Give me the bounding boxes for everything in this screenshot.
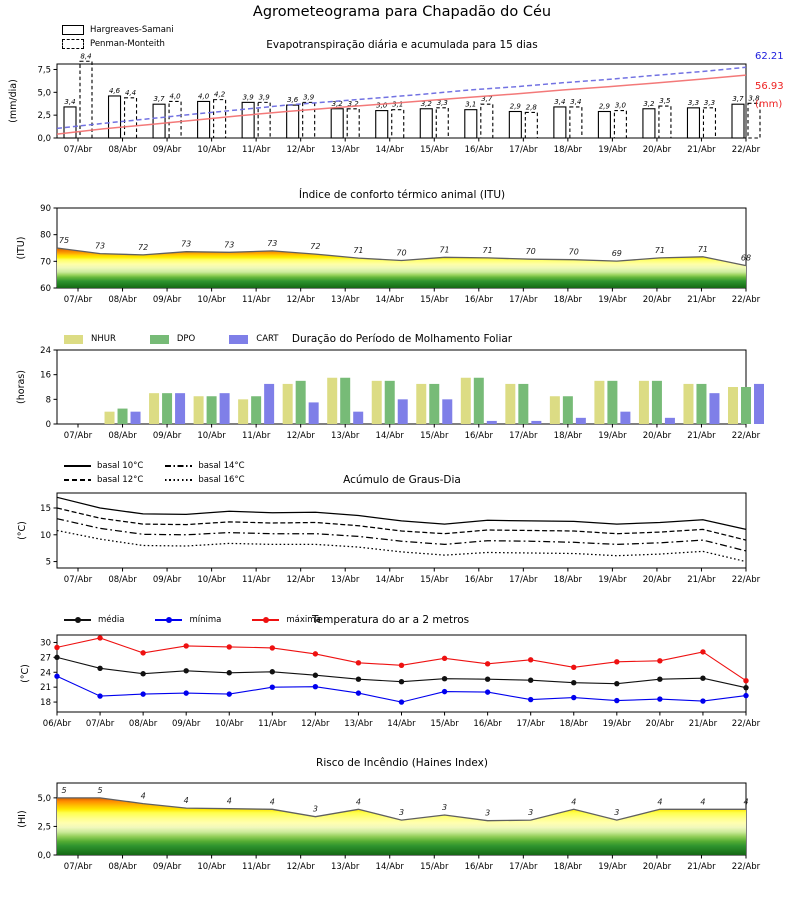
graus-dia-title: Acúmulo de Graus-Dia	[343, 474, 461, 486]
svg-text:24: 24	[40, 346, 51, 356]
svg-text:5,0: 5,0	[37, 88, 51, 99]
svg-text:5,0: 5,0	[37, 793, 51, 804]
svg-text:10/Abr: 10/Abr	[197, 295, 226, 305]
svg-text:13/Abr: 13/Abr	[344, 719, 373, 729]
svg-text:20/Abr: 20/Abr	[642, 575, 672, 585]
svg-text:60: 60	[40, 284, 51, 294]
svg-text:20/Abr: 20/Abr	[642, 862, 672, 872]
svg-text:18/Abr: 18/Abr	[553, 575, 583, 585]
svg-text:73: 73	[224, 240, 235, 250]
svg-text:5: 5	[45, 557, 51, 568]
svg-text:21/Abr: 21/Abr	[687, 145, 716, 155]
accumulated-pm-total: 62.21	[755, 51, 784, 62]
svg-text:08/Abr: 08/Abr	[108, 862, 137, 872]
svg-text:15/Abr: 15/Abr	[430, 719, 459, 729]
legend-item-basal12	[64, 475, 143, 485]
svg-text:4: 4	[700, 797, 706, 807]
svg-text:09/Abr: 09/Abr	[171, 719, 201, 729]
svg-text:11/Abr: 11/Abr	[258, 719, 287, 729]
svg-text:3,1: 3,1	[392, 100, 404, 109]
panel-evapo-plot	[8, 52, 761, 155]
svg-text:22/Abr: 22/Abr	[731, 295, 761, 305]
svg-text:11/Abr: 11/Abr	[241, 431, 271, 441]
legend-label: CART	[256, 334, 279, 344]
svg-text:15/Abr: 15/Abr	[420, 575, 449, 585]
svg-text:73: 73	[267, 238, 278, 248]
svg-text:08/Abr: 08/Abr	[108, 295, 137, 305]
svg-text:71: 71	[697, 244, 709, 254]
media-marker-icon	[64, 619, 91, 621]
svg-text:21/Abr: 21/Abr	[688, 719, 718, 729]
dashdot-line-swatch-icon	[165, 465, 192, 467]
svg-text:5: 5	[97, 785, 103, 795]
evapo-legend	[62, 25, 174, 49]
svg-text:16: 16	[40, 370, 51, 381]
svg-text:14/Abr: 14/Abr	[375, 431, 404, 441]
svg-text:3,2: 3,2	[643, 99, 655, 108]
svg-text:12/Abr: 12/Abr	[286, 575, 315, 585]
svg-text:30: 30	[40, 638, 51, 649]
svg-text:(ITU): (ITU)	[16, 236, 27, 260]
svg-text:22/Abr: 22/Abr	[731, 575, 761, 585]
panel-gd-plot	[17, 493, 761, 585]
svg-text:16/Abr: 16/Abr	[473, 719, 502, 729]
svg-text:4: 4	[140, 791, 146, 801]
svg-text:71: 71	[439, 245, 450, 255]
svg-text:69: 69	[611, 249, 622, 259]
svg-text:18/Abr: 18/Abr	[559, 719, 588, 729]
svg-text:75: 75	[58, 236, 70, 245]
svg-text:(horas): (horas)	[16, 370, 27, 404]
haines-title: Risco de Incêndio (Haines Index)	[316, 757, 488, 769]
svg-text:3,9: 3,9	[258, 93, 270, 102]
svg-text:18/Abr: 18/Abr	[553, 295, 583, 305]
svg-text:4,2: 4,2	[214, 90, 226, 99]
svg-text:71: 71	[654, 245, 665, 255]
svg-text:3,7: 3,7	[732, 95, 744, 104]
svg-text:12/Abr: 12/Abr	[301, 719, 330, 729]
svg-text:11/Abr: 11/Abr	[241, 295, 271, 305]
dashed-bar-swatch-icon	[62, 39, 84, 49]
svg-text:3,2: 3,2	[331, 99, 343, 108]
page-title: Agrometeograma para Chapadão do Céu	[252, 4, 552, 20]
svg-text:07/Abr: 07/Abr	[63, 295, 93, 305]
svg-text:13/Abr: 13/Abr	[331, 862, 360, 872]
svg-text:18/Abr: 18/Abr	[553, 145, 583, 155]
legend-label: média	[98, 615, 125, 625]
svg-text:8: 8	[45, 395, 51, 406]
svg-text:15/Abr: 15/Abr	[420, 145, 449, 155]
svg-text:16/Abr: 16/Abr	[464, 862, 493, 872]
svg-text:22/Abr: 22/Abr	[731, 431, 761, 441]
legend-label: basal 10°C	[97, 461, 144, 471]
svg-text:14/Abr: 14/Abr	[375, 145, 404, 155]
svg-text:2,9: 2,9	[509, 102, 521, 111]
svg-text:15/Abr: 15/Abr	[420, 431, 449, 441]
svg-text:08/Abr: 08/Abr	[108, 575, 137, 585]
svg-text:14/Abr: 14/Abr	[375, 862, 404, 872]
svg-text:71: 71	[353, 246, 364, 256]
svg-text:19/Abr: 19/Abr	[602, 719, 632, 729]
svg-text:3,1: 3,1	[465, 100, 477, 109]
svg-text:17/Abr: 17/Abr	[509, 575, 538, 585]
svg-text:68: 68	[740, 253, 752, 263]
legend-label: mínima	[189, 615, 222, 625]
svg-text:11/Abr: 11/Abr	[241, 145, 271, 155]
svg-text:18/Abr: 18/Abr	[553, 431, 583, 441]
svg-text:07/Abr: 07/Abr	[63, 575, 93, 585]
legend-item-basal14	[165, 461, 244, 471]
svg-text:19/Abr: 19/Abr	[598, 431, 627, 441]
svg-text:09/Abr: 09/Abr	[152, 295, 182, 305]
svg-text:07/Abr: 07/Abr	[63, 431, 93, 441]
svg-text:72: 72	[138, 242, 149, 252]
svg-text:21/Abr: 21/Abr	[687, 575, 716, 585]
evapo-title: Evapotranspiração diária e acumulada para 15 dias	[266, 39, 538, 51]
svg-text:(mm/dia): (mm/dia)	[8, 79, 19, 123]
svg-text:19/Abr: 19/Abr	[598, 295, 627, 305]
svg-text:3: 3	[442, 803, 448, 812]
legend-label: DPO	[176, 334, 196, 344]
svg-text:3: 3	[528, 808, 534, 818]
svg-text:17/Abr: 17/Abr	[509, 145, 538, 155]
svg-text:15/Abr: 15/Abr	[420, 862, 449, 872]
svg-text:5: 5	[61, 785, 67, 795]
svg-text:7,5: 7,5	[37, 65, 51, 76]
nhur-swatch-icon	[64, 335, 83, 344]
svg-text:27: 27	[40, 653, 51, 664]
svg-text:3: 3	[614, 808, 620, 818]
svg-text:16/Abr: 16/Abr	[464, 295, 493, 305]
dpo-swatch-icon	[150, 335, 169, 344]
itu-title: Índice de conforto térmico animal (ITU)	[298, 189, 506, 201]
svg-text:4,4: 4,4	[124, 88, 137, 97]
dpm-title: Duração do Período de Molhamento Foliar	[291, 333, 513, 345]
legend-label: basal 14°C	[198, 461, 245, 471]
svg-text:70: 70	[525, 247, 536, 257]
svg-text:14/Abr: 14/Abr	[375, 575, 404, 585]
svg-text:10/Abr: 10/Abr	[197, 862, 226, 872]
svg-text:11/Abr: 11/Abr	[241, 862, 271, 872]
svg-text:70: 70	[568, 247, 579, 257]
legend-label: NHUR	[91, 334, 116, 344]
svg-text:06/Abr: 06/Abr	[42, 719, 72, 729]
svg-text:13/Abr: 13/Abr	[331, 295, 360, 305]
svg-text:08/Abr: 08/Abr	[108, 431, 137, 441]
svg-text:71: 71	[482, 245, 493, 255]
svg-text:4,0: 4,0	[198, 92, 210, 101]
maxima-marker-icon	[252, 619, 279, 621]
svg-text:73: 73	[94, 241, 106, 251]
svg-text:16/Abr: 16/Abr	[464, 431, 493, 441]
svg-text:17/Abr: 17/Abr	[516, 719, 545, 729]
svg-text:18: 18	[40, 698, 51, 709]
svg-text:(°C): (°C)	[17, 521, 28, 540]
svg-text:73: 73	[181, 239, 192, 249]
svg-text:10/Abr: 10/Abr	[197, 431, 226, 441]
legend-item-basal16	[165, 475, 244, 485]
svg-text:13/Abr: 13/Abr	[331, 431, 360, 441]
panel-haines-plot	[17, 783, 761, 872]
svg-text:12/Abr: 12/Abr	[286, 431, 315, 441]
temp-title: Temperatura do ar a 2 metros	[312, 614, 470, 626]
svg-text:3,3: 3,3	[703, 98, 716, 107]
cart-swatch-icon	[229, 335, 248, 344]
svg-text:90: 90	[40, 204, 51, 214]
dotted-line-swatch-icon	[165, 479, 192, 481]
legend-label: basal 16°C	[198, 475, 245, 485]
svg-text:3,0: 3,0	[376, 101, 388, 110]
svg-text:2,5: 2,5	[37, 111, 51, 122]
svg-text:3,7: 3,7	[481, 95, 493, 104]
svg-text:18/Abr: 18/Abr	[553, 862, 583, 872]
svg-text:15/Abr: 15/Abr	[420, 295, 449, 305]
legend-label: Hargreaves-Samani	[90, 25, 174, 35]
svg-text:20/Abr: 20/Abr	[642, 431, 672, 441]
svg-text:3,5: 3,5	[659, 97, 671, 106]
svg-text:16/Abr: 16/Abr	[464, 145, 493, 155]
svg-text:4: 4	[355, 797, 361, 807]
svg-text:19/Abr: 19/Abr	[598, 145, 627, 155]
svg-text:0,0: 0,0	[37, 851, 51, 861]
svg-text:17/Abr: 17/Abr	[509, 431, 538, 441]
svg-text:3: 3	[312, 804, 318, 814]
svg-text:22/Abr: 22/Abr	[731, 145, 761, 155]
dashed-line-swatch-icon	[64, 479, 91, 481]
svg-text:14/Abr: 14/Abr	[387, 719, 416, 729]
svg-text:4: 4	[743, 797, 749, 807]
svg-text:4: 4	[657, 797, 663, 807]
svg-text:4,0: 4,0	[169, 92, 181, 101]
svg-text:0,0: 0,0	[37, 134, 51, 144]
svg-text:13/Abr: 13/Abr	[331, 575, 360, 585]
accumulated-hs-total: 56.93	[755, 81, 784, 92]
temp-legend	[64, 615, 321, 625]
svg-text:09/Abr: 09/Abr	[152, 575, 182, 585]
svg-text:16/Abr: 16/Abr	[464, 575, 493, 585]
svg-text:20/Abr: 20/Abr	[642, 145, 672, 155]
svg-text:3,6: 3,6	[287, 96, 299, 105]
legend-label: máxima	[286, 615, 321, 625]
svg-text:10: 10	[40, 530, 51, 541]
svg-text:4: 4	[571, 797, 577, 807]
svg-text:13/Abr: 13/Abr	[331, 145, 360, 155]
svg-text:4: 4	[269, 797, 275, 807]
svg-text:3,9: 3,9	[303, 93, 315, 102]
svg-text:19/Abr: 19/Abr	[598, 575, 627, 585]
svg-text:10/Abr: 10/Abr	[215, 719, 244, 729]
svg-text:12/Abr: 12/Abr	[286, 145, 315, 155]
svg-text:12/Abr: 12/Abr	[286, 295, 315, 305]
svg-text:70: 70	[396, 248, 407, 258]
svg-text:20/Abr: 20/Abr	[642, 295, 672, 305]
legend-label: basal 12°C	[97, 475, 144, 485]
svg-text:17/Abr: 17/Abr	[509, 862, 538, 872]
svg-text:3,4: 3,4	[554, 97, 566, 106]
svg-text:24: 24	[40, 668, 51, 679]
panel-itu-plot	[16, 204, 761, 305]
svg-text:11/Abr: 11/Abr	[241, 575, 271, 585]
svg-text:07/Abr: 07/Abr	[63, 145, 93, 155]
panel-dpm-plot	[16, 346, 764, 441]
svg-text:08/Abr: 08/Abr	[128, 719, 158, 729]
svg-text:3,8: 3,8	[748, 94, 760, 103]
svg-text:12/Abr: 12/Abr	[286, 862, 315, 872]
svg-text:09/Abr: 09/Abr	[152, 145, 182, 155]
svg-text:72: 72	[310, 242, 321, 252]
svg-text:21/Abr: 21/Abr	[687, 431, 716, 441]
svg-text:0: 0	[45, 420, 51, 430]
solid-line-swatch-icon	[64, 465, 91, 467]
legend-item-hargreaves	[62, 25, 174, 35]
svg-text:14/Abr: 14/Abr	[375, 295, 404, 305]
svg-text:09/Abr: 09/Abr	[152, 431, 182, 441]
svg-text:22/Abr: 22/Abr	[731, 719, 761, 729]
svg-text:(HI): (HI)	[17, 810, 28, 828]
svg-text:3,3: 3,3	[687, 98, 700, 107]
svg-text:70: 70	[40, 257, 51, 268]
graus-dia-legend	[64, 461, 245, 485]
panel-temp-plot	[20, 635, 761, 729]
svg-text:21/Abr: 21/Abr	[687, 295, 716, 305]
svg-text:3,2: 3,2	[420, 99, 432, 108]
svg-text:4: 4	[226, 796, 232, 806]
svg-text:07/Abr: 07/Abr	[63, 862, 93, 872]
svg-text:3: 3	[398, 808, 405, 818]
svg-text:2,5: 2,5	[37, 822, 51, 833]
solid-bar-swatch-icon	[62, 25, 84, 35]
svg-text:2,9: 2,9	[598, 102, 610, 111]
svg-text:10/Abr: 10/Abr	[197, 145, 226, 155]
minima-marker-icon	[155, 619, 182, 621]
svg-text:4,6: 4,6	[108, 86, 121, 95]
svg-text:20/Abr: 20/Abr	[645, 719, 675, 729]
svg-text:(°C): (°C)	[20, 664, 31, 683]
svg-text:17/Abr: 17/Abr	[509, 295, 538, 305]
svg-text:3,0: 3,0	[614, 101, 626, 110]
svg-text:4: 4	[183, 796, 189, 806]
svg-text:3,3: 3,3	[436, 98, 448, 107]
legend-label: Penman-Monteith	[90, 39, 165, 49]
svg-text:21: 21	[40, 683, 51, 694]
svg-text:3,9: 3,9	[242, 93, 254, 102]
right-axis-unit: (mm)	[755, 99, 783, 110]
svg-text:07/Abr: 07/Abr	[85, 719, 115, 729]
svg-text:21/Abr: 21/Abr	[687, 862, 716, 872]
legend-item-penman	[62, 39, 165, 49]
svg-text:08/Abr: 08/Abr	[108, 145, 137, 155]
svg-text:10/Abr: 10/Abr	[197, 575, 226, 585]
svg-text:3,4: 3,4	[570, 97, 582, 106]
svg-text:80: 80	[40, 230, 51, 241]
svg-text:15: 15	[40, 504, 51, 514]
svg-text:8,4: 8,4	[80, 52, 92, 61]
svg-text:09/Abr: 09/Abr	[152, 862, 182, 872]
svg-text:3,4: 3,4	[64, 97, 76, 106]
svg-text:19/Abr: 19/Abr	[598, 862, 627, 872]
svg-text:3: 3	[485, 808, 491, 818]
dpm-legend	[64, 334, 279, 344]
svg-text:22/Abr: 22/Abr	[731, 862, 761, 872]
svg-text:2,8: 2,8	[525, 103, 537, 112]
svg-text:3,2: 3,2	[347, 99, 359, 108]
svg-text:3,7: 3,7	[153, 95, 165, 104]
legend-item-basal10	[64, 461, 143, 471]
